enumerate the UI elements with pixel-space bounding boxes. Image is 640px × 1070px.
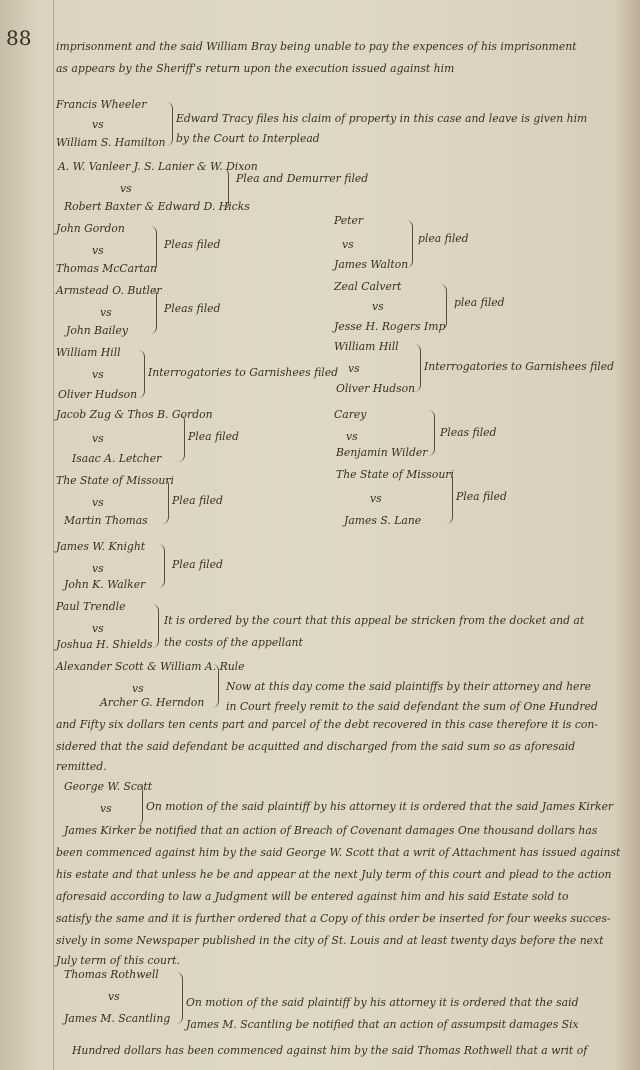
case-versus: vs (108, 990, 120, 1003)
case-defendant: James M. Scantling (64, 1012, 171, 1025)
case-brace (212, 664, 219, 708)
text-line: sively in some Newspaper published in the city of St. Louis and at least twenty days before the next (56, 934, 604, 947)
case-brace (136, 784, 143, 826)
case-versus: vs (92, 562, 104, 575)
case-entry: Pleas filed (164, 238, 221, 251)
case-defendant: John Bailey (66, 324, 128, 337)
case-entry: Interrogatories to Garnishees filed (148, 366, 339, 379)
case-versus: vs (92, 496, 104, 509)
case-brace (138, 350, 145, 398)
case-versus: vs (120, 182, 132, 195)
case-versus: vs (372, 300, 384, 313)
text-line: July term of this court. (56, 954, 180, 967)
page-number: 88 (6, 26, 32, 50)
case-versus: vs (100, 802, 112, 815)
case-versus: vs (342, 238, 354, 251)
text-line: and Fifty six dollars ten cents part and parcel of the debt recovered in this case therefore it is con- (56, 718, 599, 731)
case-entry: Pleas filed (164, 302, 221, 315)
case-brace (414, 344, 421, 392)
case-plaintiff: Peter (334, 214, 364, 227)
text-line: James Kirker be notified that an action of Breach of Covenant damages One thousand dollars has (64, 824, 598, 837)
case-defendant: John K. Walker (64, 578, 146, 591)
text-line: sidered that the said defendant be acquitted and discharged from the said sum so as aforesaid (56, 740, 576, 753)
case-versus: vs (370, 492, 382, 505)
case-brace (428, 410, 435, 456)
text-line: his estate and that unless he be and appear at the next July term of this court and plead to the action (56, 868, 612, 881)
case-defendant: James Walton (334, 258, 409, 271)
case-brace (446, 472, 453, 524)
case-brace (150, 288, 157, 334)
case-plaintiff: A. W. Vanleer J. S. Lanier & W. Dixon (58, 160, 258, 173)
case-plaintiff: Jacob Zug & Thos B. Gordon (56, 408, 213, 421)
case-entry: Interrogatories to Garnishees filed (424, 360, 615, 373)
case-entry: Plea filed (172, 558, 223, 571)
case-defendant: Thomas McCartan (56, 262, 157, 275)
case-entry: Plea filed (456, 490, 507, 503)
case-plaintiff: William Hill (334, 340, 399, 353)
text-line: remitted. (56, 760, 107, 773)
case-brace (152, 604, 159, 648)
case-entry: James M. Scantling be notified that an action of assumpsit damages Six (186, 1018, 579, 1031)
case-plaintiff: Thomas Rothwell (64, 968, 159, 981)
case-plaintiff: Paul Trendle (56, 600, 126, 613)
case-defendant: William S. Hamilton (56, 136, 166, 149)
case-entry: plea filed (454, 296, 505, 309)
case-entry: Pleas filed (440, 426, 497, 439)
case-versus: vs (92, 432, 104, 445)
case-plaintiff: John Gordon (56, 222, 125, 235)
text-line: aforesaid according to law a Judgment will be entered against him and his said Estate sold to (56, 890, 569, 903)
case-plaintiff: James W. Knight (56, 540, 146, 553)
case-brace (158, 544, 165, 588)
case-defendant: Oliver Hudson (58, 388, 138, 401)
case-brace (176, 972, 183, 1024)
case-entry: On motion of the said plaintiff by his attorney it is ordered that the said (186, 996, 579, 1009)
text-line: satisfy the same and it is further ordered that a Copy of this order be inserted for four weeks succes- (56, 912, 611, 925)
case-versus: vs (346, 430, 358, 443)
case-brace (406, 220, 413, 268)
case-defendant: Jesse H. Rogers Imp (334, 320, 446, 333)
case-defendant: Martin Thomas (64, 514, 148, 527)
case-brace (150, 226, 157, 272)
case-entry: On motion of the said plaintiff by his attorney it is ordered that the said James Kirker (146, 800, 614, 813)
case-entry: Now at this day come the said plaintiffs by their attorney and here (226, 680, 591, 693)
case-defendant: Robert Baxter & Edward D. Hicks (64, 200, 250, 213)
case-plaintiff: Zeal Calvert (334, 280, 402, 293)
case-plaintiff: Francis Wheeler (56, 98, 147, 111)
case-versus: vs (100, 306, 112, 319)
case-brace (222, 168, 229, 210)
case-versus: vs (348, 362, 360, 375)
case-plaintiff: Alexander Scott & William A. Rule (56, 660, 245, 673)
case-versus: vs (92, 118, 104, 131)
margin-rule (53, 0, 54, 1070)
case-plaintiff: The State of Missouri (56, 474, 174, 487)
case-defendant: James S. Lane (344, 514, 422, 527)
case-brace (162, 478, 169, 524)
case-brace (178, 414, 185, 462)
case-plaintiff: The State of Missouri (336, 468, 454, 481)
case-entry: in Court freely remit to the said defendant the sum of One Hundred (226, 700, 598, 713)
case-plaintiff: Armstead O. Butler (56, 284, 162, 297)
case-brace (440, 284, 447, 330)
case-defendant: Isaac A. Letcher (72, 452, 162, 465)
case-entry: plea filed (418, 232, 469, 245)
case-versus: vs (92, 244, 104, 257)
case-versus: vs (92, 368, 104, 381)
case-entry: Plea filed (188, 430, 239, 443)
case-defendant: Joshua H. Shields (56, 638, 153, 651)
text-line: Hundred dollars has been commenced against him by the said Thomas Rothwell that a writ of (72, 1044, 588, 1057)
text-line: as appears by the Sheriff's return upon the execution issued against him (56, 62, 455, 75)
case-entry: Plea and Demurrer filed (236, 172, 369, 185)
case-entry: by the Court to Interplead (176, 132, 320, 145)
text-line: imprisonment and the said William Bray being unable to pay the expences of his imprisonment (56, 40, 577, 53)
case-defendant: Benjamin Wilder (336, 446, 428, 459)
case-plaintiff: George W. Scott (64, 780, 153, 793)
case-entry: It is ordered by the court that this appeal be stricken from the docket and at (164, 614, 585, 627)
case-versus: vs (92, 622, 104, 635)
case-versus: vs (132, 682, 144, 695)
case-plaintiff: William Hill (56, 346, 121, 359)
text-line: been commenced against him by the said George W. Scott that a writ of Attachment has issued against (56, 846, 621, 859)
case-entry: the costs of the appellant (164, 636, 303, 649)
case-entry: Edward Tracy files his claim of property in this case and leave is given him (176, 112, 588, 125)
case-defendant: Oliver Hudson (336, 382, 416, 395)
case-plaintiff: Carey (334, 408, 367, 421)
case-entry: Plea filed (172, 494, 223, 507)
case-defendant: Archer G. Herndon (100, 696, 205, 709)
case-brace (166, 102, 173, 146)
